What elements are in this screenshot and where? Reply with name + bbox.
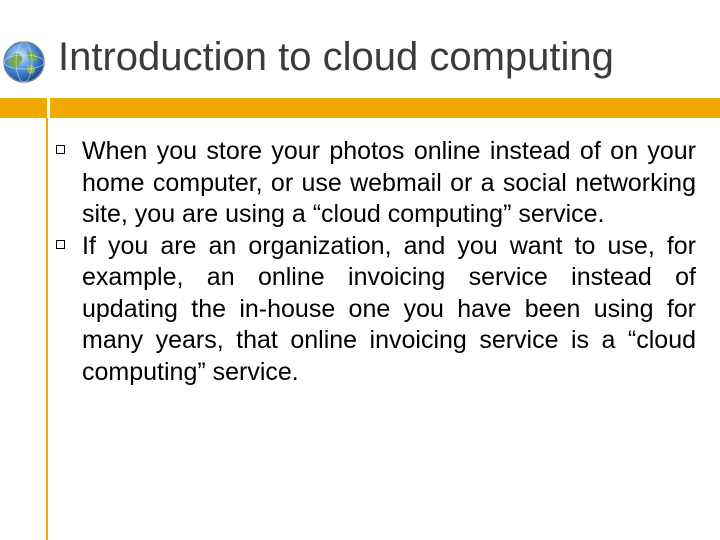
left-accent-line [46, 118, 48, 540]
accent-corner [0, 98, 47, 118]
bullet-text: When you store your photos online instead of on your home computer, or use webmail or a social networking site, you are using a “cloud computing” service. [82, 137, 696, 228]
bullet-item [56, 136, 696, 231]
square-bullet-icon [56, 240, 65, 249]
title-accent-bar [50, 98, 720, 118]
bullet-item [56, 231, 696, 389]
globe-icon [2, 40, 46, 84]
bullet-list [56, 136, 696, 388]
slide-title: Introduction to cloud computing [58, 35, 614, 79]
square-bullet-icon [56, 145, 65, 154]
bullet-text: If you are an organization, and you want to use, for example, an online invoicing service instead of updating the in-house one you have been using for many years, that online invoicing service is a “cloud computing” service. [82, 231, 696, 386]
